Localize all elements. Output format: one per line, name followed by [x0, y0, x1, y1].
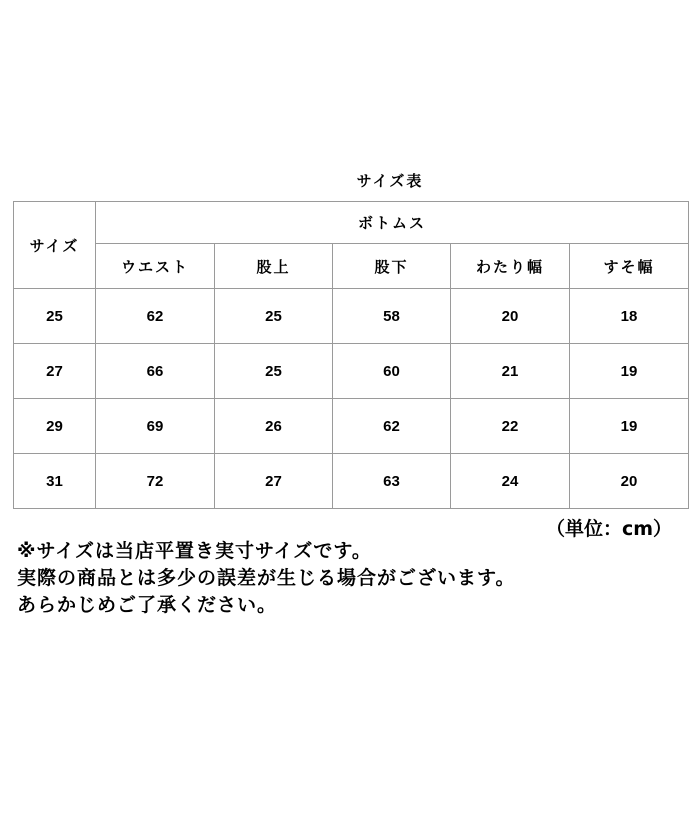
- size-cell: 25: [14, 289, 96, 344]
- value-cell: 20: [570, 454, 689, 509]
- value-cell: 27: [215, 454, 333, 509]
- table-row: [14, 289, 689, 344]
- size-cell: 27: [14, 344, 96, 399]
- column-header-thigh: わたり幅: [451, 244, 570, 289]
- value-cell: 25: [215, 289, 333, 344]
- value-cell: 18: [570, 289, 689, 344]
- size-cell: 29: [14, 399, 96, 454]
- value-cell: 62: [96, 289, 215, 344]
- unit-note: （単位：cm）: [545, 518, 672, 540]
- note-line: 実際の商品とは多少の誤差が生じる場合がございます。: [17, 567, 516, 589]
- value-cell: 22: [451, 399, 570, 454]
- note-line: ※サイズは当店平置き実寸サイズです。: [17, 540, 372, 562]
- value-cell: 72: [96, 454, 215, 509]
- size-table: [13, 201, 689, 509]
- value-cell: 21: [451, 344, 570, 399]
- table-title: サイズ表: [356, 172, 424, 190]
- value-cell: 20: [451, 289, 570, 344]
- value-cell: 24: [451, 454, 570, 509]
- value-cell: 62: [333, 399, 451, 454]
- table-row: [14, 399, 689, 454]
- value-cell: 58: [333, 289, 451, 344]
- size-cell: 31: [14, 454, 96, 509]
- table-row: [14, 344, 689, 399]
- column-header-waist: ウエスト: [96, 244, 215, 289]
- size-header: サイズ: [14, 202, 96, 289]
- note-line: あらかじめご了承ください。: [17, 594, 278, 616]
- notes: [17, 538, 687, 619]
- group-header: ボトムス: [96, 202, 689, 244]
- column-header-inseam: 股下: [333, 244, 451, 289]
- value-cell: 63: [333, 454, 451, 509]
- value-cell: 25: [215, 344, 333, 399]
- value-cell: 26: [215, 399, 333, 454]
- value-cell: 19: [570, 344, 689, 399]
- table-row: [14, 454, 689, 509]
- value-cell: 60: [333, 344, 451, 399]
- value-cell: 66: [96, 344, 215, 399]
- column-header-rise: 股上: [215, 244, 333, 289]
- value-cell: 69: [96, 399, 215, 454]
- column-header-hem: すそ幅: [570, 244, 689, 289]
- value-cell: 19: [570, 399, 689, 454]
